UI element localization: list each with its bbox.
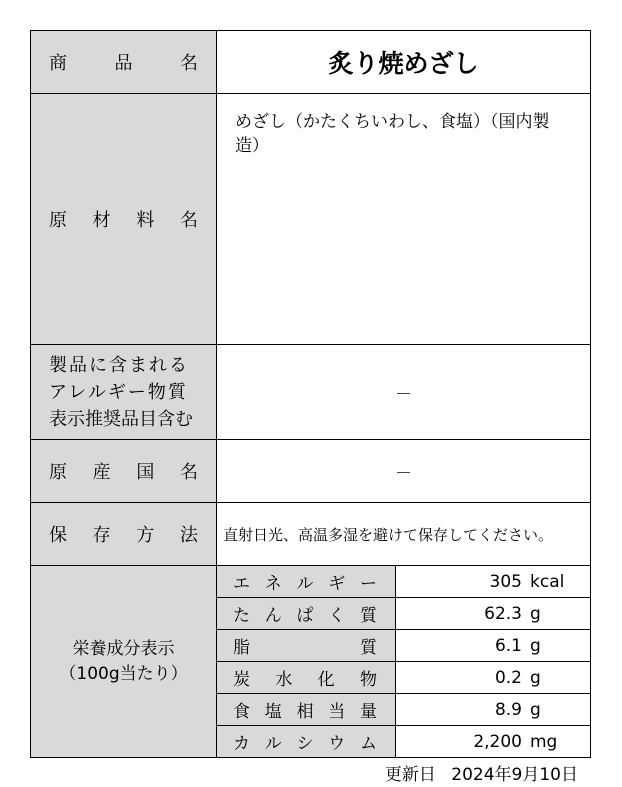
allergens-value: －	[217, 345, 591, 440]
storage-label	[31, 503, 217, 566]
ingredients-label-char: 名	[179, 210, 198, 231]
label-char: ん	[264, 606, 282, 626]
origin-label	[31, 440, 217, 503]
nutrition-unit: g	[530, 635, 541, 656]
origin-label-char: 産	[92, 462, 111, 483]
label-char: ル	[296, 574, 314, 594]
nutrition-value: 8.9	[494, 699, 522, 720]
ingredients-label-char: 材	[92, 210, 111, 231]
nutrition-item-label	[217, 694, 396, 726]
ingredients-value-line: 造）	[235, 136, 269, 156]
label-char: 塩	[264, 702, 282, 722]
nutrition-value: 305	[489, 571, 522, 592]
product-name-cell	[217, 31, 591, 94]
update-date-value: 2024年9月10日	[451, 765, 578, 785]
label-char: ギ	[328, 574, 346, 594]
origin-label-char: 国	[136, 462, 155, 483]
label-char: た	[233, 606, 250, 626]
storage-row	[31, 503, 591, 566]
update-date-label: 更新日	[384, 765, 436, 785]
nutrition-item-label	[217, 726, 396, 758]
label-char: シ	[296, 734, 314, 754]
nutrition-value: 0.2	[494, 667, 522, 688]
nutrition-unit: g	[530, 667, 541, 688]
nutrition-value: 62.3	[484, 603, 522, 624]
label-char: ル	[264, 734, 282, 754]
nutrition-item-value	[396, 726, 591, 758]
ingredients-label-char: 料	[136, 210, 155, 231]
nutrition-item-label	[217, 598, 396, 630]
nutrition-title	[31, 566, 217, 758]
origin-label-char: 名	[179, 462, 198, 483]
nutrition-item-value	[396, 662, 591, 694]
label-char: エ	[233, 574, 250, 594]
update-date	[0, 760, 578, 785]
allergens-label-line: アレルギー物質	[49, 381, 188, 403]
label-char: 質	[360, 606, 377, 626]
nutrition-value: 6.1	[494, 635, 522, 656]
storage-label-char: 存	[92, 525, 111, 546]
product-name-label-char: 名	[180, 53, 198, 74]
nutrition-item-value	[396, 694, 591, 726]
label-char: 水	[275, 670, 293, 690]
origin-label-char: 原	[49, 462, 67, 483]
nutrition-title-line: （100g当たり）	[59, 663, 188, 684]
label-char: 化	[317, 670, 335, 690]
nutrition-item-value	[396, 598, 591, 630]
ingredients-label-char: 原	[49, 210, 67, 231]
storage-label-char: 保	[49, 525, 67, 546]
product-name-value: 炙り焼めざし	[328, 49, 479, 78]
label-char: 質	[360, 638, 377, 658]
label-char: ウ	[328, 734, 346, 754]
label-table	[30, 30, 591, 758]
label-char: く	[328, 606, 346, 626]
origin-value: －	[217, 440, 591, 503]
ingredients-row	[31, 94, 591, 345]
product-name-label-char: 商	[49, 53, 67, 74]
label-char: カ	[233, 734, 250, 754]
nutrition-item-label	[217, 566, 396, 598]
label-char: 量	[360, 702, 377, 722]
nutrition-row	[31, 566, 591, 598]
label-char: 当	[328, 702, 346, 722]
product-name-label-char: 品	[114, 53, 133, 74]
allergens-label-line: 製品に含まれる	[49, 354, 189, 376]
ingredients-label	[31, 94, 217, 345]
label-char: ネ	[264, 574, 282, 594]
label-char: 食	[233, 702, 250, 722]
nutrition-title-line: 栄養成分表示	[72, 638, 175, 659]
product-name-label	[31, 31, 217, 94]
label-char: 炭	[233, 670, 250, 690]
nutrition-unit: kcal	[530, 571, 565, 592]
nutrition-item-value	[396, 566, 591, 598]
nutrition-unit: mg	[530, 731, 558, 752]
label-char: 脂	[233, 638, 250, 658]
storage-label-char: 法	[179, 525, 198, 546]
nutrition-unit: g	[530, 699, 541, 720]
label-char: ぱ	[296, 606, 314, 626]
ingredients-cell	[217, 94, 591, 345]
nutrition-item-value	[396, 630, 591, 662]
allergens-row	[31, 345, 591, 440]
nutrition-value: 2,200	[473, 731, 522, 752]
nutrition-item-label	[217, 630, 396, 662]
label-char: ム	[360, 734, 377, 754]
label-char: 物	[359, 670, 377, 690]
ingredients-value-line: めざし（かたくちいわし、食塩）（国内製	[235, 112, 550, 132]
label-char: 相	[296, 702, 314, 722]
origin-row	[31, 440, 591, 503]
storage-value: 直射日光、高温多湿を避けて保存してください。	[217, 503, 591, 566]
label-char: ー	[360, 574, 377, 594]
product-name-row	[31, 31, 591, 94]
allergens-label-line: 表示推奨品目含む	[49, 408, 193, 430]
storage-label-char: 方	[136, 525, 155, 546]
nutrition-item-label	[217, 662, 396, 694]
nutrition-unit: g	[530, 603, 541, 624]
allergens-label	[31, 345, 217, 440]
